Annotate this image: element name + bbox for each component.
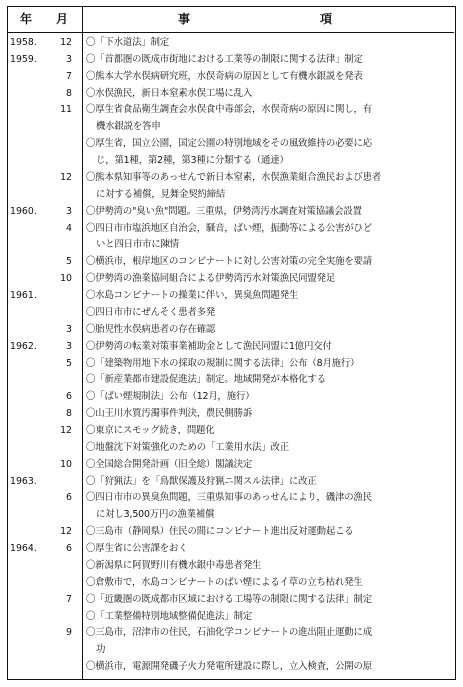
date-cell [10, 643, 76, 657]
date-cell [10, 120, 76, 134]
event-text: 〇水島コンビナートの操業に伴い，異臭魚問題発生 [86, 290, 299, 302]
date-cell [10, 508, 76, 522]
date-cell [10, 188, 76, 202]
date-cell [10, 407, 76, 421]
header-month: 月 [56, 12, 71, 26]
month-value: 6 [66, 391, 72, 403]
table-row [0, 306, 463, 320]
event-text: 〇東京にスモッグ続き，問題化 [86, 425, 215, 436]
date-cell [10, 559, 76, 573]
month-value: 6 [66, 543, 72, 555]
event-text: じ，第1種，第2種，第3種に分類する（通達） [96, 155, 289, 167]
month-value: 12 [60, 171, 72, 183]
month-value: 5 [66, 357, 72, 369]
event-text: 〇「新産業都市建設促進法」制定。地域開発が本格化する [86, 374, 326, 386]
date-cell [10, 542, 76, 556]
date-cell [10, 390, 76, 404]
event-text: 〇胎児性水俣病患者の存在確認 [86, 323, 216, 335]
table-row [0, 593, 463, 607]
month-value: 5 [66, 256, 72, 268]
header-event-a: 事 [178, 12, 193, 26]
event-text: 〇「狩猟法」を「鳥獣保護及狩猟ニ関スル法律」に改正 [86, 475, 317, 487]
date-cell [10, 357, 76, 371]
date-cell [10, 205, 76, 219]
date-cell [10, 424, 76, 438]
event-text: に対する補償，見舞金契約締結 [96, 188, 226, 200]
month-value: 3 [66, 53, 72, 65]
date-cell [10, 53, 76, 67]
table-row [0, 542, 463, 556]
event-text: 〇「工業整備特別地域整備促進法」制定 [86, 610, 253, 622]
table-row [0, 559, 463, 573]
table-row [0, 660, 463, 674]
event-text: 〇伊勢湾の転業対策事業補助金として漁民同盟に1億円交付 [86, 340, 332, 352]
event-text: 〇熊本県知事等のあっせんで新日本窒素，水俣漁業組合漁民および患者 [86, 171, 382, 183]
month-value: 9 [66, 627, 72, 639]
table-row [0, 357, 463, 371]
event-text: 〇全国総合開発計画（旧全総）閣議決定 [86, 458, 253, 470]
table-row [0, 137, 463, 151]
table-row [0, 407, 463, 421]
year-value: 1958. [10, 37, 37, 48]
table-row [0, 120, 463, 134]
year-value: 1961. [10, 290, 37, 302]
month-value: 3 [66, 205, 72, 217]
event-text: 〇伊勢湾の"臭い魚"問題。三重県，伊勢湾汚水調査対策協議会設置 [86, 205, 362, 217]
table-row [0, 424, 463, 438]
table-row [0, 238, 463, 252]
event-text: 〇「首都圏の既成市街地における工業等の制限に関する法律」制定 [86, 53, 363, 65]
table-row [0, 508, 463, 522]
event-text: 〇厚生省に公害課をおく [86, 543, 188, 555]
month-value: 3 [66, 340, 72, 352]
table-header [7, 6, 454, 33]
month-value: 12 [60, 37, 72, 48]
month-value: 6 [66, 492, 72, 504]
month-value: 12 [60, 526, 72, 538]
table-row [0, 154, 463, 168]
event-text: 〇伊勢湾の漁業協同組合による伊勢湾汚水対策漁民同盟発足 [86, 273, 336, 285]
table-row [0, 390, 463, 404]
month-value: 11 [60, 104, 72, 116]
event-text: 〇「建築物用地下水の採取の規制に関する法律」公布（8月施行） [86, 357, 360, 369]
event-text: 〇三島市（静岡県）住民の間にコンビナート進出反対運動起こる [86, 526, 354, 538]
table-row [0, 610, 463, 624]
table-row [0, 205, 463, 219]
month-value: 8 [66, 87, 72, 99]
event-text: 〇「下水道法」制定 [86, 37, 170, 48]
date-cell [10, 323, 76, 337]
table-row [0, 643, 463, 657]
date-cell [10, 475, 76, 489]
table-row [0, 103, 463, 117]
date-cell [10, 70, 76, 84]
table-row [0, 272, 463, 286]
date-cell [10, 306, 76, 320]
date-cell [10, 626, 76, 640]
table-row [0, 491, 463, 505]
event-text: 〇熊本大学水俣病研究班，水俣奇病の原因として有機水銀説を発表 [86, 70, 363, 82]
date-cell [10, 171, 76, 185]
table-row [0, 171, 463, 185]
table-row [0, 289, 463, 303]
month-value: 7 [66, 70, 72, 82]
date-cell [10, 576, 76, 590]
event-text: 〇山王川水質汚濁事件判決，農民側勝訴 [86, 408, 253, 420]
month-value: 3 [66, 323, 72, 335]
table-row [0, 475, 463, 489]
event-text: 〇新潟県に阿賀野川有機水銀中毒患者発生 [86, 559, 262, 571]
event-text: 〇「ばい煙規制法」公布（12月，施行） [86, 391, 255, 403]
event-text: に対し3,500万円の漁業補償 [96, 509, 215, 521]
date-cell [10, 272, 76, 286]
month-value: 12 [60, 425, 72, 436]
date-cell [10, 491, 76, 505]
table-row [0, 323, 463, 337]
month-value: 10 [60, 273, 72, 285]
event-text: 〇地盤沈下対策強化のための「工業用水法」改正 [86, 441, 289, 453]
table-row [0, 458, 463, 472]
event-text: 〇三島市，沼津市の住民，石油化学コンビナートの進出阻止運動に成 [86, 627, 372, 639]
table-row [0, 87, 463, 101]
date-cell [10, 660, 76, 674]
date-cell [10, 87, 76, 101]
month-value: 10 [60, 458, 72, 470]
table-row [0, 70, 463, 84]
event-text: いと四日市市に陳情 [96, 239, 180, 251]
year-value: 1962. [10, 340, 37, 352]
date-cell [10, 289, 76, 303]
event-text: 〇水俣漁民，新日本窒素水俣工場に乱入 [86, 87, 253, 99]
event-text: 〇横浜市，根岸地区のコンビナートに対し公害対策の完全実施を要請 [86, 256, 372, 268]
date-cell [10, 441, 76, 455]
table-row [0, 53, 463, 67]
table-row [0, 525, 463, 539]
event-text: 機水銀説を答申 [96, 121, 161, 133]
date-cell [10, 458, 76, 472]
table-row [0, 188, 463, 202]
event-text: 〇横浜市，電源開発磯子火力発電所建設に際し，立入検査，公開の原 [86, 661, 372, 673]
header-year: 年 [20, 12, 35, 26]
table-row [0, 340, 463, 354]
year-value: 1960. [10, 205, 37, 217]
date-cell [10, 222, 76, 236]
date-cell [10, 137, 76, 151]
month-value: 8 [66, 408, 72, 420]
date-cell [10, 255, 76, 269]
event-text: 〇四日市市塩浜地区自治会，騒音，ばい煙，振動等による公害がひど [86, 222, 372, 234]
date-cell [10, 238, 76, 252]
year-value: 1964. [10, 543, 37, 555]
event-text: 〇倉敷市で，水島コンビナートのばい煙によるイ草の立ち枯れ発生 [86, 576, 363, 588]
event-text: 功 [96, 644, 106, 656]
month-value: 7 [66, 593, 72, 605]
date-cell [10, 610, 76, 624]
date-cell [10, 525, 76, 539]
event-text: 〇四日市市の異臭魚問題，三重県知事のあっせんにより，磯津の漁民 [86, 492, 372, 504]
table-row [0, 36, 463, 50]
header-event-b: 項 [320, 12, 335, 26]
table-row [0, 255, 463, 269]
table-row [0, 373, 463, 387]
date-cell [10, 373, 76, 387]
month-value: 4 [66, 222, 72, 234]
table-row [0, 441, 463, 455]
year-value: 1959. [10, 53, 37, 65]
event-text: 〇四日市市にぜんそく患者多発 [86, 306, 216, 318]
date-cell [10, 154, 76, 168]
table-row [0, 222, 463, 236]
date-cell [10, 36, 76, 50]
year-value: 1963. [10, 475, 37, 487]
event-text: 〇厚生省食品衛生調査会水俣食中毒部会，水俣奇病の原因に関し，有 [86, 104, 372, 116]
table-row [0, 626, 463, 640]
event-text: 〇厚生省，国立公園，国定公園の特別地域をその風致維持の必要に応 [86, 138, 372, 150]
date-cell [10, 340, 76, 354]
date-cell [10, 103, 76, 117]
date-cell [10, 593, 76, 607]
event-text: 〇「近畿圏の既成都市区域における工場等の制限に関する法律」制定 [86, 593, 372, 605]
table-row [0, 576, 463, 590]
